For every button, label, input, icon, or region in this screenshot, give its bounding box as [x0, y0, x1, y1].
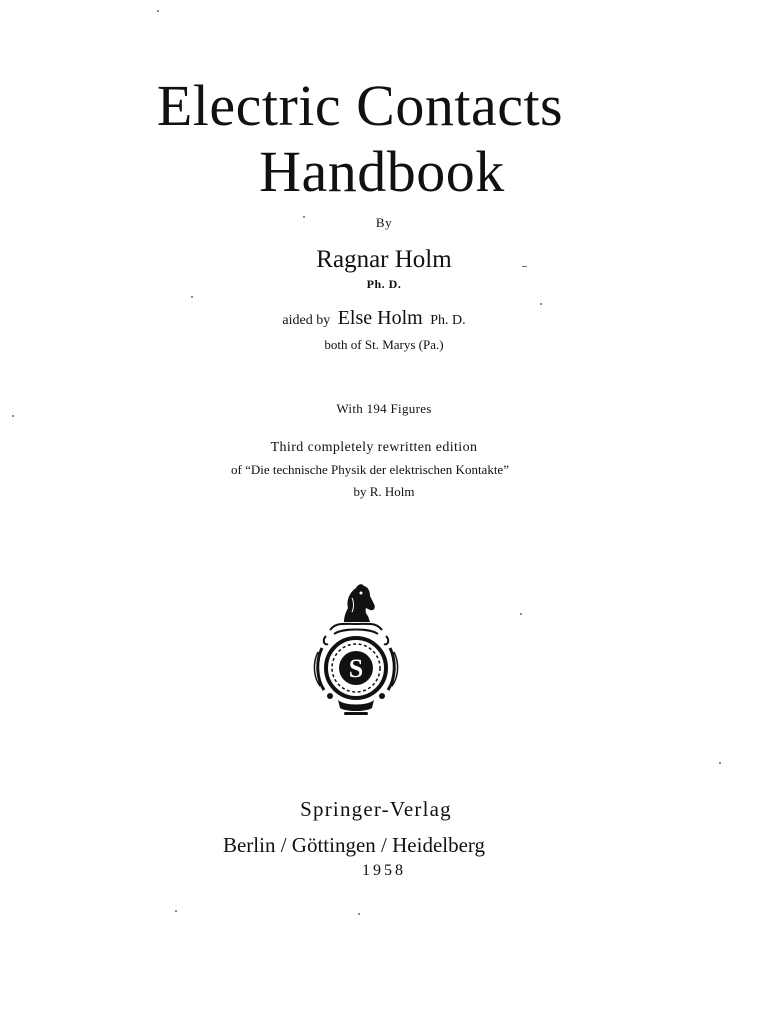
- by-label: By: [375, 215, 393, 230]
- publication-year: 1958: [362, 862, 406, 879]
- edition-line-3: by R. Holm: [353, 484, 415, 499]
- scan-speck: [540, 303, 542, 305]
- publisher-name: Springer-Verlag: [300, 797, 452, 821]
- springer-knight-emblem-icon: [308, 578, 404, 720]
- book-title-line-2: Handbook: [259, 139, 505, 204]
- scan-speck: [303, 216, 305, 218]
- coauthor-line: [0, 307, 758, 330]
- affiliation: both of St. Marys (Pa.): [324, 337, 444, 352]
- scan-speck: [157, 10, 159, 12]
- book-title-line-1: Electric Contacts: [156, 73, 564, 138]
- scan-speck: [522, 266, 527, 267]
- coauthor-name: Else Holm: [337, 307, 423, 329]
- aided-by-label: aided by: [282, 313, 331, 328]
- knight-head-icon: [344, 584, 375, 622]
- edition-line-1: Third completely rewritten edition: [270, 440, 478, 455]
- publisher-cities: Berlin / Göttingen / Heidelberg: [222, 833, 486, 857]
- scan-speck: [719, 762, 721, 764]
- author-name: Ragnar Holm: [316, 246, 452, 273]
- figures-note: With 194 Figures: [336, 401, 432, 416]
- scan-speck: [175, 910, 177, 912]
- scan-speck: [358, 913, 360, 915]
- coauthor-degree: Ph. D.: [430, 313, 466, 328]
- scan-speck: [191, 296, 193, 298]
- springer-monogram: S: [348, 654, 364, 683]
- scan-speck: [12, 415, 14, 417]
- scan-speck: [520, 613, 522, 615]
- edition-line-2: of “Die technische Physik der elektrischen Kontakte”: [231, 462, 509, 477]
- author-degree: Ph. D.: [366, 277, 402, 291]
